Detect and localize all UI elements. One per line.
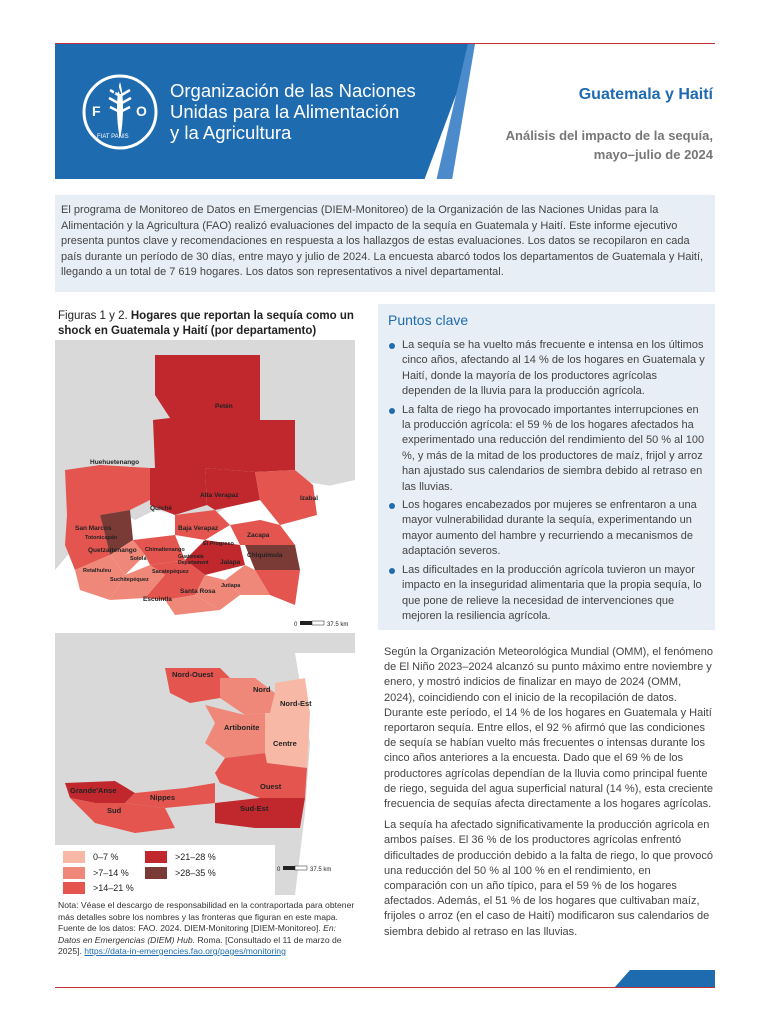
- label-quiche: Quiché: [150, 505, 173, 512]
- label-izabal: Izabal: [300, 495, 319, 502]
- label-zacapa: Zacapa: [247, 532, 270, 539]
- bottom-rule: [55, 987, 715, 988]
- legend-item: [63, 882, 134, 894]
- subtitle-line-1: Análisis del impacto de la sequía,: [505, 128, 713, 143]
- label-sacatepequez: Sacatepéquez: [152, 569, 189, 575]
- fao-logo-icon: [80, 72, 160, 152]
- document-title: Guatemala y Haití: [578, 86, 713, 103]
- intro-paragraph: El programa de Monitoreo de Datos en Emergencias (DIEM-Monitoreo) de la Organización de las Naciones Unidas para la Alimentación y la Agricultura (FAO) realizó evaluaciones del impacto de la sequía en Guatemala y Haití. Este informe ejecutivo presenta puntos clave y recomendaciones en respuesta a los hallazgos de estas evaluaciones. Los datos se recopilaron en cada país durante un período de 30 días, entre mayo y julio de 2024. La encuesta abarcó todos los departamentos de Guatemala y Haití, llegando a un total de 7 619 hogares. Los datos son representativos a nivel departamental.: [55, 195, 715, 292]
- document-subtitle: [506, 126, 713, 164]
- label-escuintla: Escuintla: [143, 596, 172, 603]
- legend-item: [63, 867, 129, 879]
- legend-swatch: [63, 882, 85, 894]
- key-point-item: Las dificultades en la producción agrícola tuvieron un mayor impacto en la inseguridad alimentaria que la propia sequía, lo que pone de relieve la necesidad de intervenciones que mejoren la resiliencia agrícola.: [386, 563, 707, 625]
- org-name-line-2: Unidas para la Alimentación: [170, 101, 400, 122]
- map-legend: [55, 845, 275, 897]
- legend-label: >21–28 %: [175, 852, 216, 862]
- legend-label: >7–14 %: [93, 868, 129, 878]
- label-nippes: Nippes: [150, 793, 176, 802]
- subtitle-line-2: mayo–julio de 2024: [593, 147, 713, 162]
- legend-label: 0–7 %: [93, 852, 119, 862]
- label-totonicapan: Totonicapán: [85, 535, 118, 541]
- label-huehuetenango: Huehuetenango: [90, 459, 140, 466]
- label-jalapa: Jalapa: [220, 559, 241, 566]
- label-grandanse: Grande'Anse: [70, 786, 117, 795]
- key-point-item: Los hogares encabezados por mujeres se enfrentaron a una mayor vulnerabilidad durante la sequía, experimentando un mayor aumento del hambre y recurriendo a mecanismos de adaptación severos.: [386, 498, 707, 560]
- label-centre: Centre: [273, 739, 297, 748]
- note-italic: En: Datos en Emergencias (DIEM) Hub.: [58, 923, 336, 945]
- label-nord-est: Nord-Est: [280, 699, 312, 708]
- label-peten: Petén: [215, 403, 233, 410]
- label-baja-verapaz: Baja Verapaz: [178, 525, 219, 532]
- note-suffix: Roma. [Consultado el 11 de marzo de 2025].: [58, 934, 342, 956]
- logo-letter-a: A: [113, 83, 122, 97]
- label-guatemala: Guatemala: [178, 554, 204, 560]
- organization-name: [170, 80, 416, 143]
- figure-caption-title: Hogares que reportan la sequía como un shock en Guatemala y Haití (por departamento): [58, 310, 354, 337]
- key-points-title: Puntos clave: [388, 312, 469, 328]
- legend-item: [145, 867, 216, 879]
- legend-swatch: [63, 851, 85, 863]
- key-point-item: La falta de riego ha provocado importantes interrupciones en la producción agrícola: el 59 % de los hogares afectados ha experimentado una reducción del rendimiento del 50 % al 100 %, y más de la mitad de los productores de maíz, frijol y arroz han ajustado sus calendarios de siembra debido al retraso en las lluvias.: [386, 403, 707, 495]
- key-points-box: [378, 304, 715, 630]
- legend-swatch: [145, 851, 167, 863]
- key-point-item: La sequía se ha vuelto más frecuente e intensa en los últimos cinco años, afectando al 14 % de los hogares en Guatemala y Haití, donde la mayoría de los productores agrícolas dependen de la lluvia para la producción agrícola.: [386, 338, 707, 400]
- body-paragraph: La sequía ha afectado significativamente la producción agrícola en ambos países. El 36 % de los productores agrícolas enfrentó dificultades de producción debido a la falta de riego, lo que provocó una reducción del 50 % al 100 % en el rendimiento, en comparación con un año típico, para el 59 % de los hogares afectados. Además, el 51 % de los hogares que cultivaban maíz, frijoles o arroz (en el caso de Haití) modificaron sus calendarios de siembra debido al retraso en las lluvias.: [384, 819, 714, 938]
- label-nord-ouest: Nord-Ouest: [172, 670, 214, 679]
- label-departament: Departament: [178, 560, 209, 566]
- footer-bar: [615, 970, 715, 987]
- label-quetzaltenango: Quetzaltenango: [88, 547, 137, 554]
- label-san-marcos: San Marcos: [75, 525, 112, 532]
- scale-label-1: 37.5 km: [327, 622, 349, 628]
- label-artibonite: Artibonite: [224, 723, 260, 732]
- legend-swatch: [63, 867, 85, 879]
- figure-caption: [58, 309, 368, 339]
- label-nord: Nord: [253, 685, 271, 694]
- top-rule: [55, 43, 715, 44]
- logo-letter-f: F: [92, 103, 101, 119]
- logo-motto: FIAT PANIS: [97, 134, 129, 140]
- region-sud-est: [215, 798, 305, 828]
- label-jutiapa: Jutiapa: [221, 583, 241, 589]
- label-sud: Sud: [107, 806, 122, 815]
- note-text: Nota: Véase el descargo de responsabilidad en la contraportada para obtener más detalles sobre los nombres y las fronteras que figuran en este mapa. Fuente de los datos: FAO. 2024. DIEM-Monitoring [DIEM-Monitoreo].: [58, 900, 355, 933]
- label-chimaltenango: Chimaltenango: [145, 547, 185, 553]
- figure-caption-prefix: Figuras 1 y 2.: [58, 310, 131, 322]
- label-suchitepequez: Suchitepéquez: [110, 577, 149, 583]
- legend-label: >28–35 %: [175, 868, 216, 878]
- label-santa-rosa: Santa Rosa: [180, 588, 216, 595]
- org-name-line-1: Organización de las Naciones: [170, 80, 416, 101]
- label-solola: Sololá: [130, 556, 147, 562]
- key-points-list: [386, 338, 707, 624]
- legend-item: [63, 851, 119, 863]
- label-sud-est: Sud-Est: [240, 804, 269, 813]
- body-text: [384, 645, 714, 946]
- legend-swatch: [145, 867, 167, 879]
- legend-item: [145, 851, 216, 863]
- body-paragraph: Según la Organización Meteorológica Mundial (OMM), el fenómeno de El Niño 2023–2024 alcanzó su punto máximo entre noviembre y enero, y mostró indicios de finalizar en mayo de 2024 (OMM, 2024), coincidiendo con el inicio de la recopilación de datos. Durante este período, el 14 % de los hogares en Guatemala y Haití reportaron sequía. Entre ellos, el 92 % afirmó que las condiciones de sequía se habían vuelto más frecuentes o intensas durante los cinco años anteriores a la encuesta. Dado que el 69 % de los productores agrícolas dependían de la lluvia como principal fuente de riego, seguida del agua superficial natural (14 %), esta creciente frecuencia de sequías afecta directamente a los hogares agrícolas.: [384, 646, 713, 811]
- logo-letter-o: O: [136, 103, 147, 119]
- label-ouest: Ouest: [260, 782, 282, 791]
- org-name-line-3: y la Agricultura: [170, 122, 292, 143]
- map-note: [58, 900, 358, 958]
- region-nord-est: [270, 678, 310, 718]
- scale-zero-2: 0: [277, 867, 281, 873]
- label-el-progreso: El Progreso: [203, 541, 234, 547]
- scale-zero-1: 0: [294, 622, 298, 628]
- label-retalhuleu: Retalhuleu: [83, 568, 112, 574]
- label-chiquimula: Chiquimula: [247, 552, 283, 559]
- label-alta-verapaz: Alta Verapaz: [200, 492, 239, 499]
- legend-label: >14–21 %: [93, 883, 134, 893]
- note-source-link[interactable]: https://data-in-emergencies.fao.org/pages/monitoring: [84, 946, 286, 956]
- guatemala-map: [55, 340, 355, 633]
- scale-label-2: 37.5 km: [310, 867, 332, 873]
